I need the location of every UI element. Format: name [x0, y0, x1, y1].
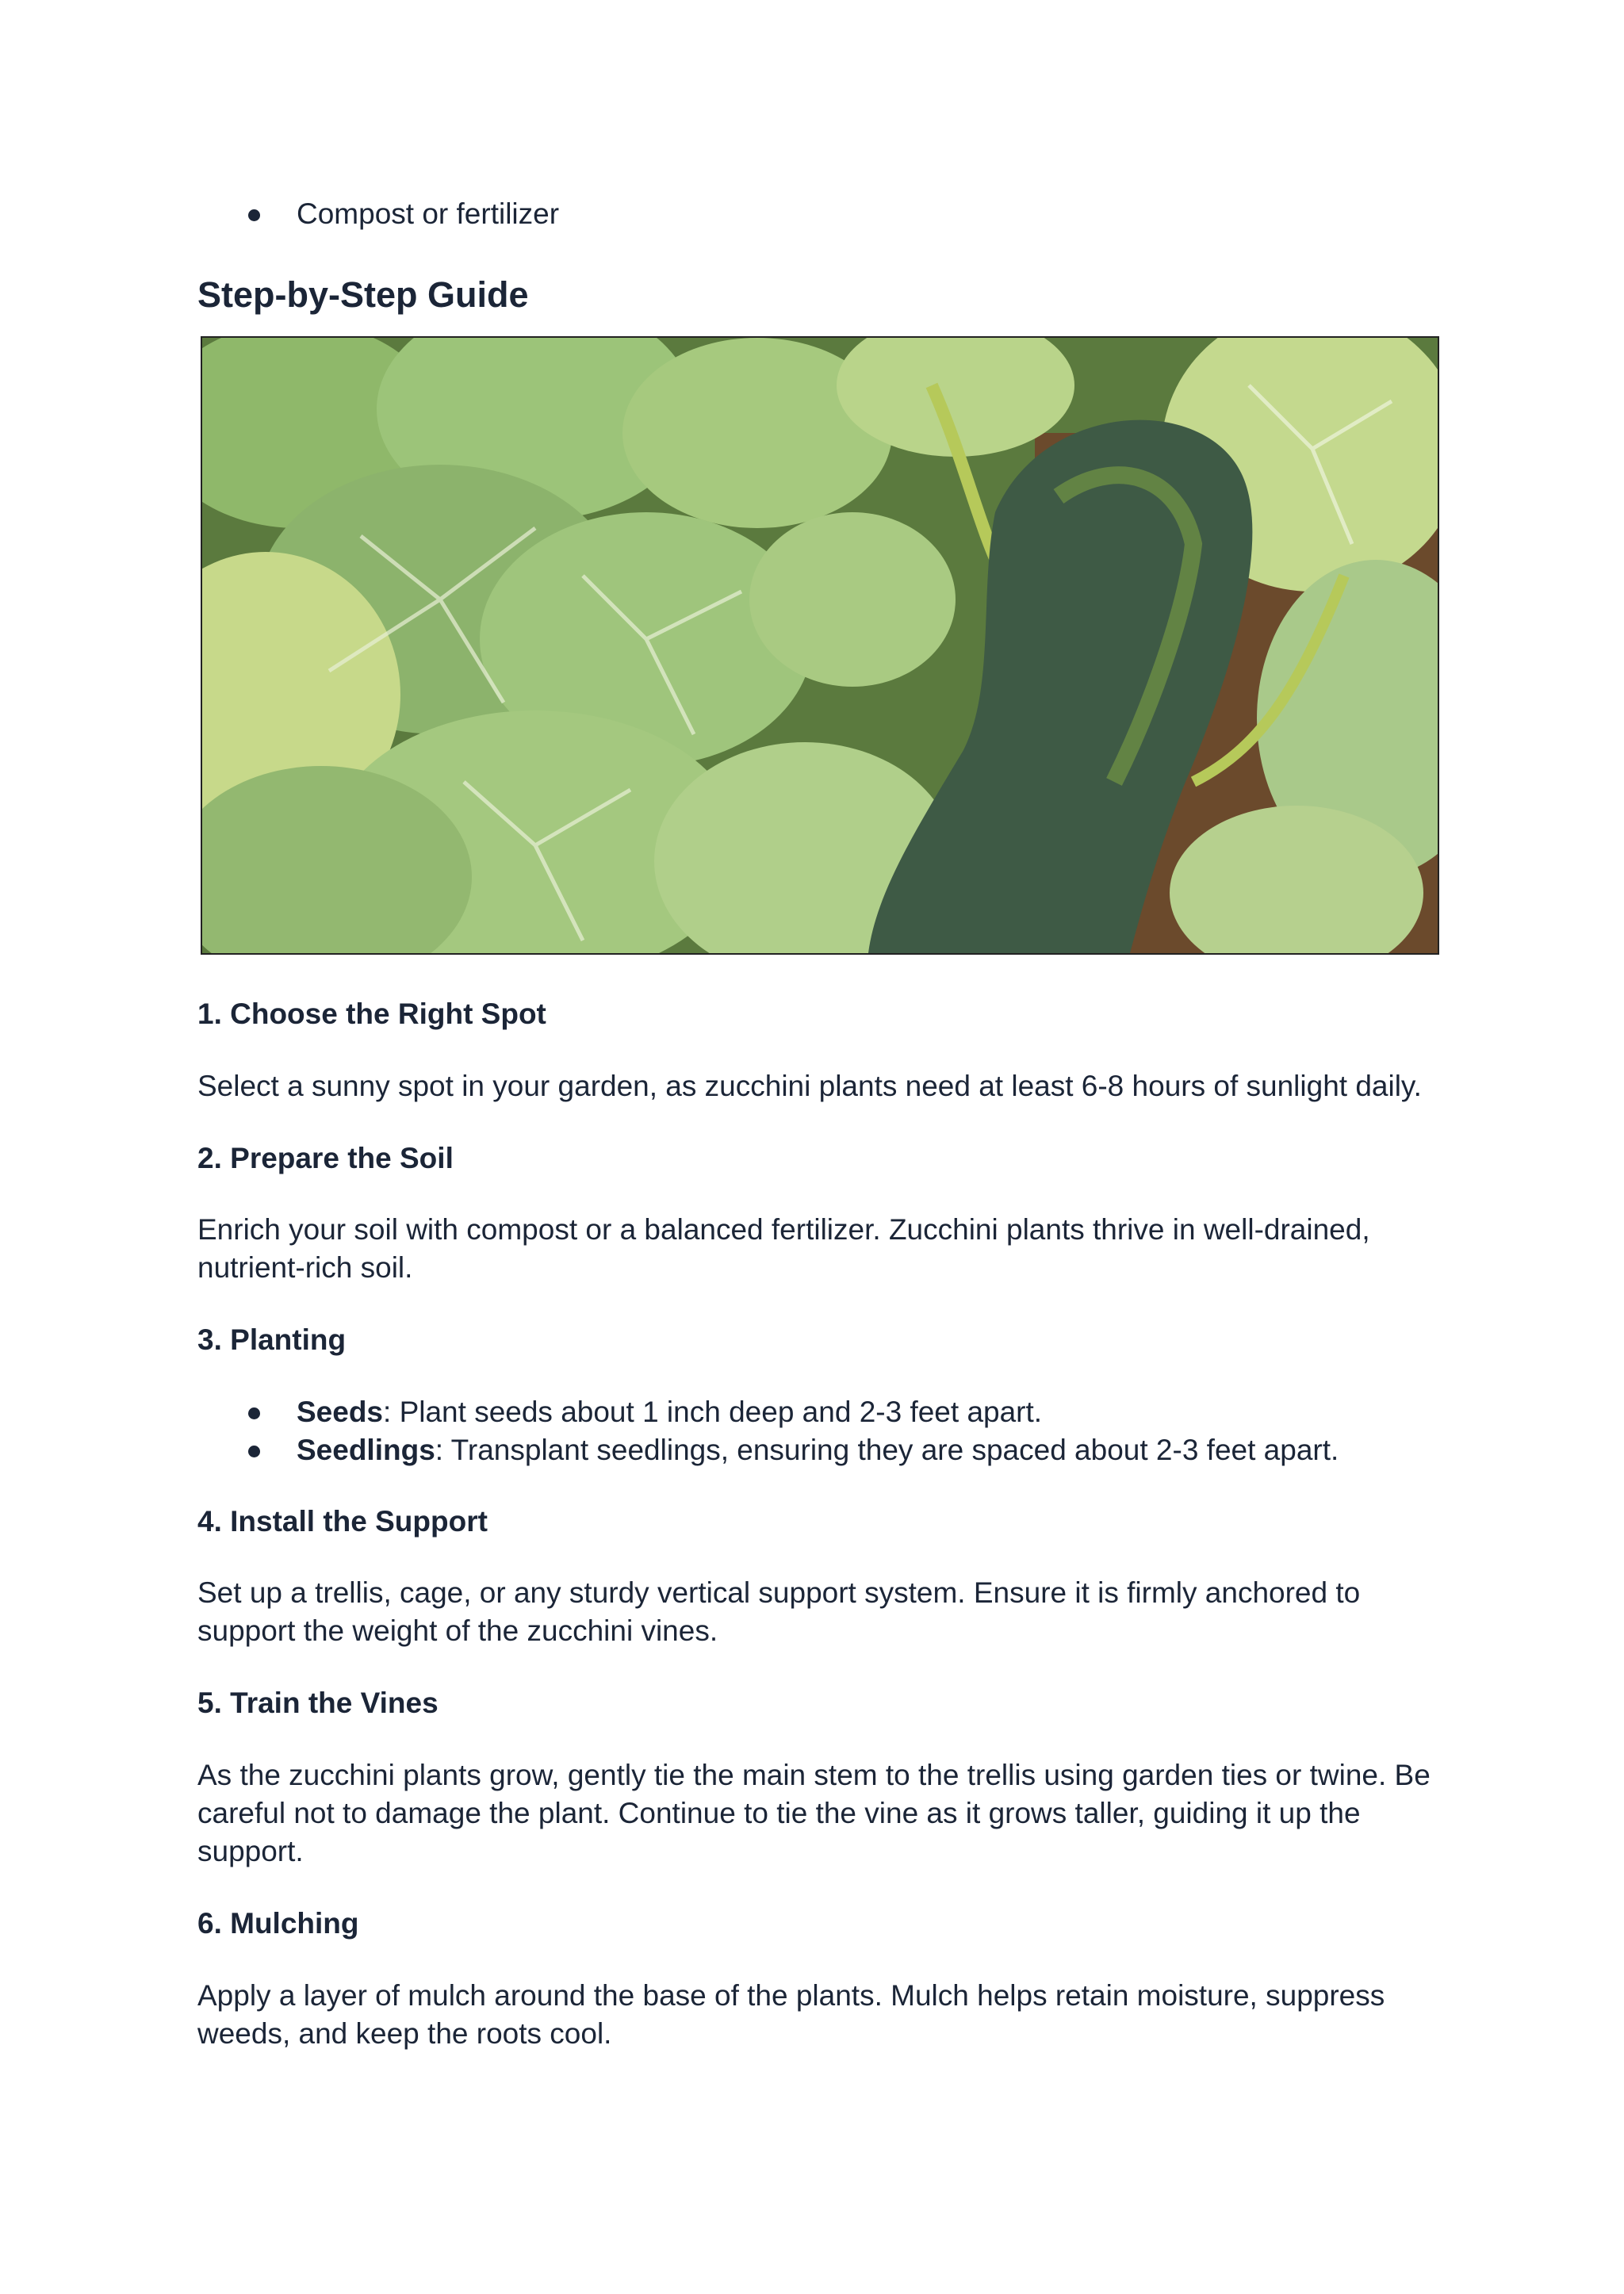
step-4-heading: 4. Install the Support: [197, 1505, 488, 1538]
step-6-heading: 6. Mulching: [197, 1907, 359, 1940]
list-item-term: Seeds: [297, 1396, 384, 1428]
materials-list: [197, 195, 559, 233]
list-item-text: : Transplant seedlings, ensuring they are spaced about 2-3 feet apart.: [435, 1434, 1339, 1466]
step-6-text: Apply a layer of mulch around the base of the plants. Mulch helps retain moisture, suppress weeds, and keep the roots cool.: [197, 1979, 1385, 2050]
planting-list: [197, 1393, 1339, 1469]
step-2-heading: 2. Prepare the Soil: [197, 1142, 454, 1174]
bullet-icon: [248, 1407, 260, 1419]
list-item-text: : Plant seeds about 1 inch deep and 2-3 feet apart.: [383, 1396, 1043, 1428]
step-1-text: Select a sunny spot in your garden, as zucchini plants need at least 6-8 hours of sunlight daily.: [197, 1070, 1422, 1102]
bullet-icon: [248, 1446, 260, 1457]
list-item-term: Seedlings: [297, 1434, 435, 1466]
bullet-icon: [248, 209, 260, 221]
step-3-heading: 3. Planting: [197, 1323, 347, 1356]
list-item: [197, 195, 559, 233]
step-5-heading: 5. Train the Vines: [197, 1687, 439, 1719]
step-5-text: As the zucchini plants grow, gently tie the main stem to the trellis using garden ties or twine. Be careful not to damage the plant. Continue to tie the vine as it grows taller, guiding it up the support.: [197, 1759, 1431, 1867]
list-item-text: Compost or fertilizer: [297, 197, 560, 230]
list-item: [197, 1431, 1339, 1469]
zucchini-photo: [201, 336, 1439, 955]
step-4-text: Set up a trellis, cage, or any sturdy vertical support system. Ensure it is firmly anchored to support the weight of the zucchini vines.: [197, 1576, 1361, 1647]
list-item: [197, 1393, 1339, 1431]
step-1-heading: 1. Choose the Right Spot: [197, 998, 546, 1030]
zucchini-plant-icon: [202, 338, 1438, 953]
step-2-text: Enrich your soil with compost or a balanced fertilizer. Zucchini plants thrive in well-drained, nutrient-rich soil.: [197, 1213, 1370, 1284]
section-title: Step-by-Step Guide: [197, 274, 529, 315]
